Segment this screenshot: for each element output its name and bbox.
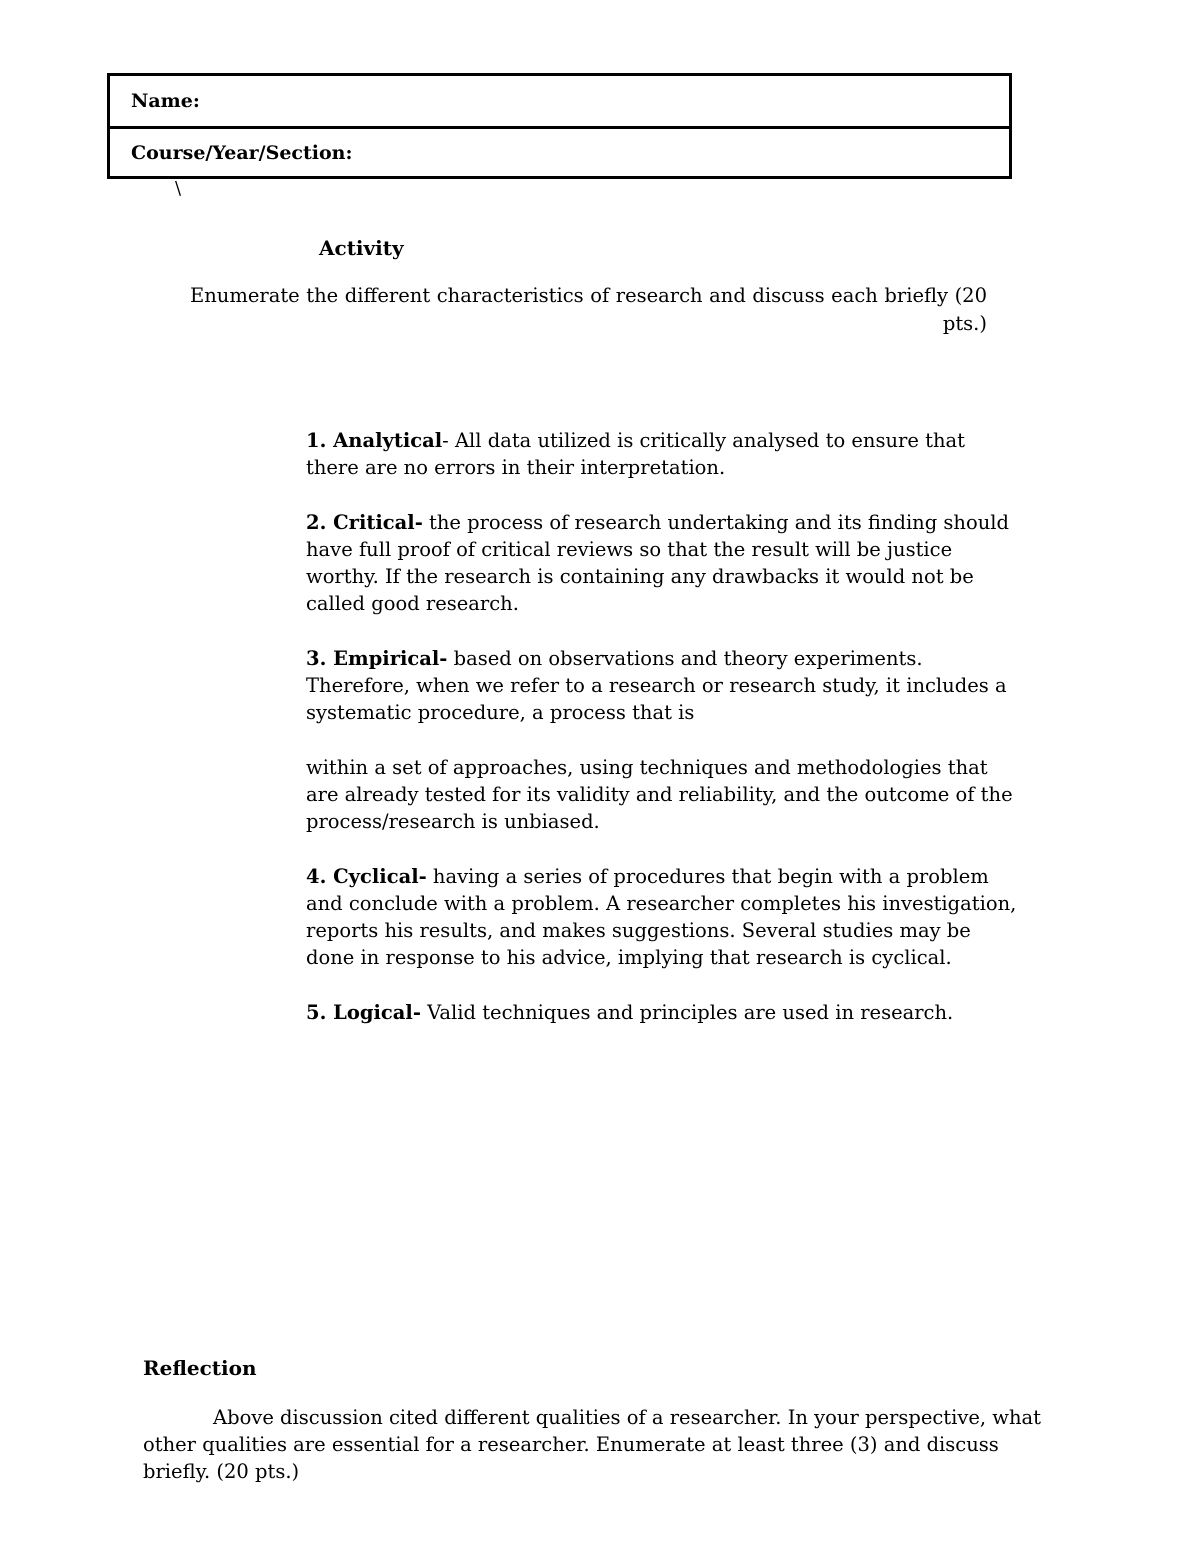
item-number: 2. bbox=[306, 511, 327, 534]
characteristics-list bbox=[306, 427, 1018, 1054]
item-term: Cyclical- bbox=[333, 865, 427, 888]
item-number: 4. bbox=[306, 865, 327, 888]
item-number: 3. bbox=[306, 647, 327, 670]
item-text: having a series of procedures that begin with a problem and conclude with a problem. A researcher completes his investigation, reports his results, and makes suggestions. Several studies may be done in response to his advice, implying that research is cyclical. bbox=[306, 865, 1017, 969]
item-text: within a set of approaches, using techniques and methodologies that are already tested for its validity and reliability, and the outcome of the process/research is unbiased. bbox=[306, 756, 1013, 833]
item-text: based on observations and theory experiments. Therefore, when we refer to a research or research study, it includes a systematic procedure, a process that is bbox=[306, 647, 1007, 724]
item-term: Logical- bbox=[333, 1001, 421, 1024]
list-item bbox=[306, 509, 1018, 617]
item-text: - All data utilized is critically analysed to ensure that there are no errors in their interpretation. bbox=[306, 429, 965, 479]
item-term: Critical- bbox=[333, 511, 423, 534]
course-row[interactable] bbox=[110, 126, 1009, 176]
list-item-continuation bbox=[306, 754, 1018, 835]
student-info-table bbox=[107, 73, 1012, 179]
name-label: Name: bbox=[131, 90, 200, 112]
list-item bbox=[306, 863, 1018, 971]
item-text: the process of research undertaking and its finding should have full proof of critical reviews so that the result will be justice worthy. If the research is containing any drawbacks it would not be called good research. bbox=[306, 511, 1010, 615]
list-item bbox=[306, 645, 1018, 726]
activity-title: Activity bbox=[319, 236, 404, 260]
course-label: Course/Year/Section: bbox=[131, 141, 353, 164]
list-item bbox=[306, 999, 1018, 1026]
reflection-prompt: Above discussion cited different qualities of a researcher. In your perspective, what other qualities are essential for a researcher. Enumerate at least three (3) and discuss briefly. (20 pts.) bbox=[143, 1406, 1042, 1483]
activity-instruction: Enumerate the different characteristics of research and discuss each briefly (20 pts.) bbox=[190, 284, 987, 335]
list-item bbox=[306, 427, 1018, 481]
item-term: Empirical- bbox=[333, 647, 448, 670]
item-number: 1. bbox=[306, 429, 327, 452]
name-row[interactable] bbox=[110, 76, 1009, 126]
item-number: 5. bbox=[306, 1001, 327, 1024]
item-term: Analytical bbox=[333, 429, 443, 452]
reflection-title: Reflection bbox=[143, 1356, 257, 1380]
stray-backslash: \ bbox=[175, 178, 182, 199]
item-text: Valid techniques and principles are used in research. bbox=[420, 1001, 954, 1024]
